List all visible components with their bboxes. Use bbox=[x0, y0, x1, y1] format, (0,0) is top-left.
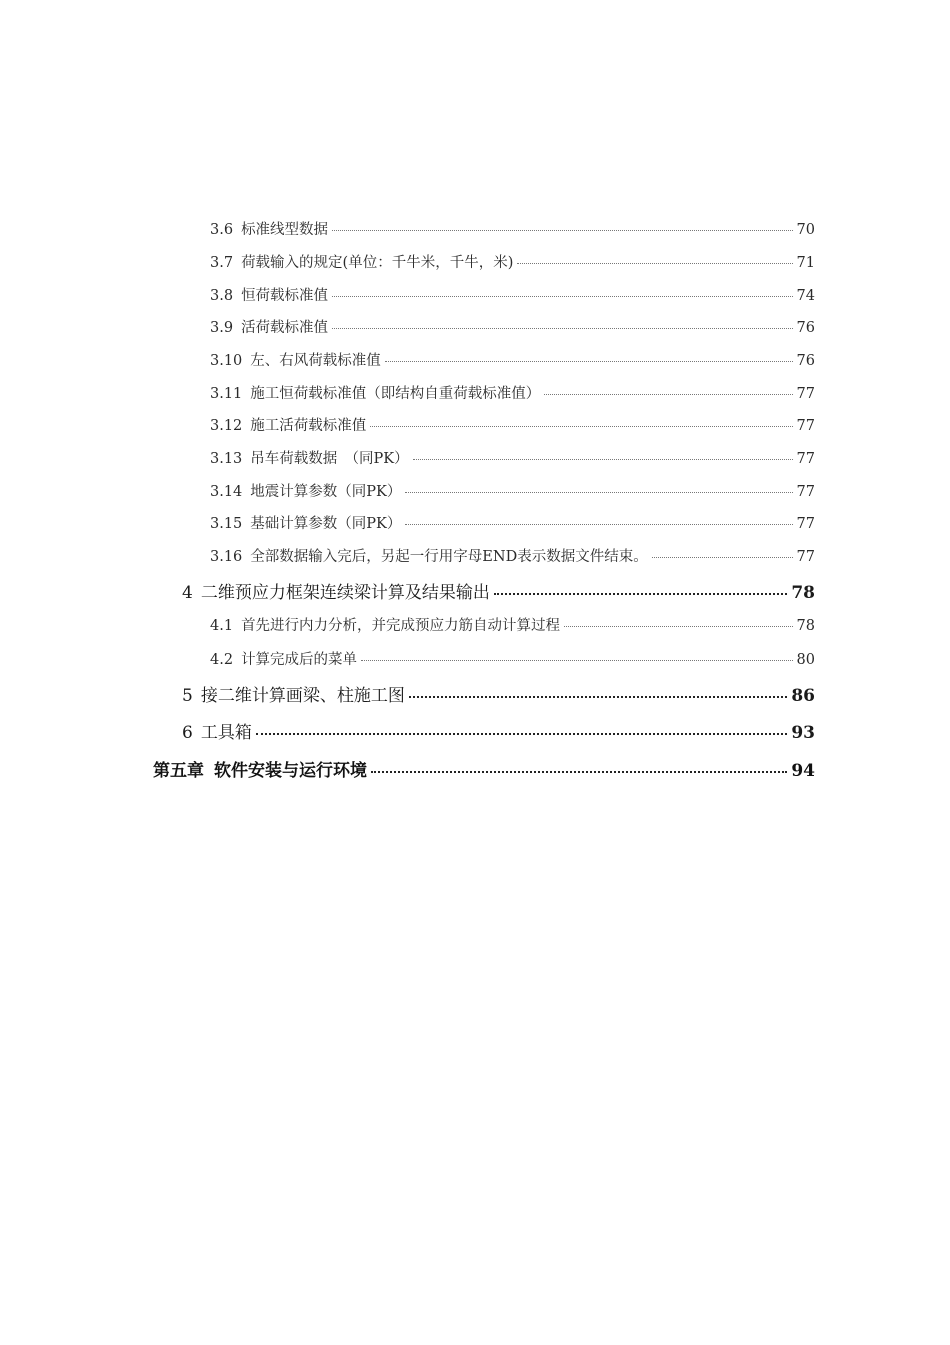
toc-entry-title: 荷载输入的规定(单位：千牛米，千牛，米) bbox=[241, 255, 514, 271]
toc-entry-4-1[interactable] bbox=[210, 614, 815, 635]
dot-leader bbox=[564, 626, 792, 627]
toc-entry-4-2[interactable] bbox=[210, 648, 815, 669]
toc-entry-3-16[interactable] bbox=[210, 545, 815, 566]
dot-leader bbox=[332, 328, 792, 329]
toc-entry-page: 77 bbox=[796, 516, 815, 532]
toc-entry-5[interactable] bbox=[182, 681, 815, 706]
toc-entry-3-10[interactable] bbox=[210, 349, 815, 370]
toc-entry-3-9[interactable] bbox=[210, 316, 815, 337]
dot-leader bbox=[405, 524, 792, 525]
dot-leader bbox=[256, 733, 788, 735]
dot-leader bbox=[544, 394, 792, 395]
toc-entry-page: 77 bbox=[796, 418, 815, 434]
toc-entry-number: 4.1 bbox=[210, 618, 234, 634]
toc-entry-number: 第五章 bbox=[153, 761, 204, 781]
toc-entry-number: 6 bbox=[182, 723, 193, 743]
toc-entry-chapter-5[interactable] bbox=[153, 756, 815, 781]
toc-entry-number: 3.14 bbox=[210, 484, 243, 500]
toc-entry-3-11[interactable] bbox=[210, 382, 815, 403]
toc-entry-page: 77 bbox=[796, 451, 815, 467]
toc-entry-page: 71 bbox=[796, 255, 815, 271]
toc-entry-page: 86 bbox=[791, 686, 815, 706]
toc-entry-6[interactable] bbox=[182, 718, 815, 743]
toc-entry-number: 3.11 bbox=[210, 386, 243, 402]
toc-entry-number: 3.16 bbox=[210, 549, 243, 565]
toc-entry-title: 施工活荷载标准值 bbox=[250, 418, 367, 434]
toc-entry-number: 3.12 bbox=[210, 418, 243, 434]
dot-leader bbox=[361, 660, 792, 661]
toc-entry-page: 77 bbox=[796, 549, 815, 565]
toc-entry-page: 77 bbox=[796, 386, 815, 402]
toc-entry-title: 施工恒荷载标准值（即结构自重荷载标准值） bbox=[250, 386, 541, 402]
toc-entry-3-8[interactable] bbox=[210, 284, 815, 305]
toc-entry-title: 计算完成后的菜单 bbox=[241, 652, 358, 668]
toc-entry-title: 左、右风荷载标准值 bbox=[250, 353, 381, 369]
toc-entry-page: 76 bbox=[796, 353, 815, 369]
toc-entry-number: 4 bbox=[182, 583, 193, 603]
toc-entry-title: 标准线型数据 bbox=[241, 222, 329, 238]
toc-entry-number: 3.15 bbox=[210, 516, 243, 532]
toc-entry-3-12[interactable] bbox=[210, 414, 815, 435]
toc-entry-number: 3.10 bbox=[210, 353, 243, 369]
toc-entry-number: 3.13 bbox=[210, 451, 243, 467]
toc-entry-title: 吊车荷载数据 （同PK） bbox=[250, 451, 409, 467]
toc-entry-title: 工具箱 bbox=[200, 723, 252, 743]
toc-entry-page: 80 bbox=[796, 652, 815, 668]
toc-entry-number: 3.6 bbox=[210, 222, 234, 238]
toc-entry-title: 恒荷载标准值 bbox=[241, 288, 329, 304]
dot-leader bbox=[405, 492, 792, 493]
dot-leader bbox=[332, 230, 792, 231]
dot-leader bbox=[517, 263, 792, 264]
dot-leader bbox=[494, 593, 788, 595]
toc-entry-number: 5 bbox=[182, 686, 193, 706]
toc-entry-page: 74 bbox=[796, 288, 815, 304]
toc-entry-title: 接二维计算画梁、柱施工图 bbox=[200, 686, 405, 706]
toc-entry-3-15[interactable] bbox=[210, 512, 815, 533]
toc-entry-page: 78 bbox=[796, 618, 815, 634]
toc-entry-page: 70 bbox=[796, 222, 815, 238]
toc-entry-title: 活荷载标准值 bbox=[241, 320, 329, 336]
toc-entry-number: 3.7 bbox=[210, 255, 234, 271]
toc-entry-title: 二维预应力框架连续梁计算及结果输出 bbox=[200, 583, 490, 603]
toc-entry-title: 首先进行内力分析，并完成预应力筋自动计算过程 bbox=[241, 618, 561, 634]
toc-entry-title: 地震计算参数（同PK） bbox=[250, 484, 402, 500]
toc-entry-3-7[interactable] bbox=[210, 251, 815, 272]
toc-entry-3-6[interactable] bbox=[210, 218, 815, 239]
toc-entry-4[interactable] bbox=[182, 578, 815, 603]
dot-leader bbox=[413, 459, 793, 460]
toc-entry-number: 3.8 bbox=[210, 288, 234, 304]
dot-leader bbox=[371, 771, 787, 773]
toc-entry-page: 77 bbox=[796, 484, 815, 500]
dot-leader bbox=[652, 557, 793, 558]
toc-entry-title: 基础计算参数（同PK） bbox=[250, 516, 402, 532]
dot-leader bbox=[385, 361, 793, 362]
toc-entry-number: 4.2 bbox=[210, 652, 234, 668]
toc-entry-page: 94 bbox=[791, 761, 815, 781]
toc-entry-3-14[interactable] bbox=[210, 480, 815, 501]
toc-entry-title: 软件安装与运行环境 bbox=[214, 761, 367, 781]
dot-leader bbox=[370, 426, 792, 427]
toc-entry-page: 93 bbox=[791, 723, 815, 743]
toc-entry-number: 3.9 bbox=[210, 320, 234, 336]
dot-leader bbox=[409, 696, 788, 698]
toc-entry-title: 全部数据输入完后，另起一行用字母END表示数据文件结束。 bbox=[250, 549, 648, 565]
toc-entry-page: 76 bbox=[796, 320, 815, 336]
dot-leader bbox=[332, 296, 792, 297]
toc-entry-page: 78 bbox=[791, 583, 815, 603]
toc-entry-3-13[interactable] bbox=[210, 447, 815, 468]
